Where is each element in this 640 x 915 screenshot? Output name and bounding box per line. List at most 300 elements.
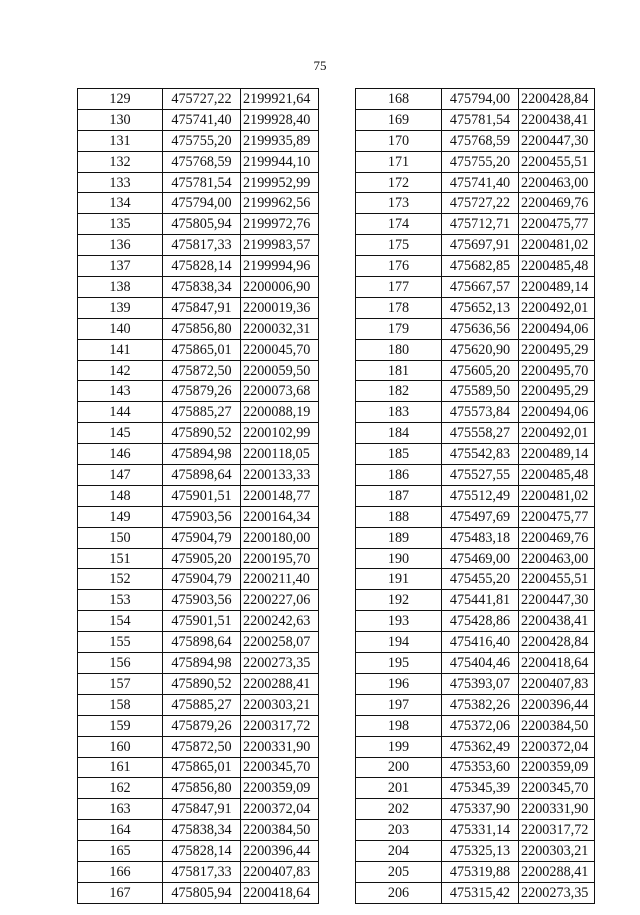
point-number-cell: 134 <box>78 193 163 214</box>
x-coordinate-cell: 475865,01 <box>163 757 241 778</box>
table-row <box>78 611 319 632</box>
point-number-cell: 150 <box>78 527 163 548</box>
x-coordinate-cell: 475558,27 <box>442 423 519 444</box>
y-coordinate-cell: 2200495,70 <box>519 360 595 381</box>
x-coordinate-cell: 475828,14 <box>163 841 241 862</box>
x-coordinate-cell: 475885,27 <box>163 694 241 715</box>
point-number-cell: 174 <box>356 214 442 235</box>
coordinates-table-body <box>356 89 595 904</box>
x-coordinate-cell: 475404,46 <box>442 653 519 674</box>
table-row <box>78 109 319 130</box>
table-row <box>356 611 595 632</box>
x-coordinate-cell: 475781,54 <box>442 109 519 130</box>
x-coordinate-cell: 475794,00 <box>163 193 241 214</box>
y-coordinate-cell: 2200407,83 <box>241 861 319 882</box>
table-row <box>78 193 319 214</box>
y-coordinate-cell: 2200384,50 <box>241 820 319 841</box>
point-number-cell: 197 <box>356 694 442 715</box>
y-coordinate-cell: 2200447,30 <box>519 590 595 611</box>
table-row <box>78 89 319 110</box>
point-number-cell: 149 <box>78 506 163 527</box>
point-number-cell: 192 <box>356 590 442 611</box>
y-coordinate-cell: 2200073,68 <box>241 381 319 402</box>
x-coordinate-cell: 475904,79 <box>163 527 241 548</box>
point-number-cell: 146 <box>78 444 163 465</box>
x-coordinate-cell: 475755,20 <box>442 151 519 172</box>
point-number-cell: 148 <box>78 485 163 506</box>
x-coordinate-cell: 475885,27 <box>163 402 241 423</box>
x-coordinate-cell: 475890,52 <box>163 423 241 444</box>
y-coordinate-cell: 2200273,35 <box>241 653 319 674</box>
x-coordinate-cell: 475697,91 <box>442 235 519 256</box>
x-coordinate-cell: 475682,85 <box>442 256 519 277</box>
y-coordinate-cell: 2200258,07 <box>241 632 319 653</box>
table-row <box>356 757 595 778</box>
x-coordinate-cell: 475856,80 <box>163 318 241 339</box>
x-coordinate-cell: 475362,49 <box>442 736 519 757</box>
y-coordinate-cell: 2200438,41 <box>519 611 595 632</box>
x-coordinate-cell: 475894,98 <box>163 444 241 465</box>
x-coordinate-cell: 475903,56 <box>163 506 241 527</box>
table-row <box>356 569 595 590</box>
point-number-cell: 195 <box>356 653 442 674</box>
table-row <box>78 778 319 799</box>
table-row <box>356 653 595 674</box>
y-coordinate-cell: 2200006,90 <box>241 277 319 298</box>
x-coordinate-cell: 475512,49 <box>442 485 519 506</box>
y-coordinate-cell: 2200447,30 <box>519 130 595 151</box>
point-number-cell: 194 <box>356 632 442 653</box>
y-coordinate-cell: 2200032,31 <box>241 318 319 339</box>
table-row <box>78 694 319 715</box>
x-coordinate-cell: 475838,34 <box>163 820 241 841</box>
coordinates-table-body <box>78 89 319 904</box>
y-coordinate-cell: 2200148,77 <box>241 485 319 506</box>
y-coordinate-cell: 2200211,40 <box>241 569 319 590</box>
point-number-cell: 198 <box>356 715 442 736</box>
table-row <box>78 360 319 381</box>
point-number-cell: 159 <box>78 715 163 736</box>
point-number-cell: 143 <box>78 381 163 402</box>
x-coordinate-cell: 475879,26 <box>163 381 241 402</box>
point-number-cell: 153 <box>78 590 163 611</box>
y-coordinate-cell: 2200489,14 <box>519 444 595 465</box>
table-row <box>356 214 595 235</box>
table-row <box>356 256 595 277</box>
y-coordinate-cell: 2200317,72 <box>241 715 319 736</box>
y-coordinate-cell: 2200475,77 <box>519 214 595 235</box>
y-coordinate-cell: 2200481,02 <box>519 235 595 256</box>
table-row <box>356 151 595 172</box>
table-row <box>78 318 319 339</box>
y-coordinate-cell: 2200164,34 <box>241 506 319 527</box>
y-coordinate-cell: 2199952,99 <box>241 172 319 193</box>
point-number-cell: 163 <box>78 799 163 820</box>
point-number-cell: 135 <box>78 214 163 235</box>
point-number-cell: 166 <box>78 861 163 882</box>
point-number-cell: 183 <box>356 402 442 423</box>
table-row <box>356 297 595 318</box>
x-coordinate-cell: 475652,13 <box>442 297 519 318</box>
x-coordinate-cell: 475337,90 <box>442 799 519 820</box>
y-coordinate-cell: 2200195,70 <box>241 548 319 569</box>
table-row <box>356 381 595 402</box>
point-number-cell: 154 <box>78 611 163 632</box>
point-number-cell: 162 <box>78 778 163 799</box>
x-coordinate-cell: 475605,20 <box>442 360 519 381</box>
y-coordinate-cell: 2200180,00 <box>241 527 319 548</box>
table-row <box>356 841 595 862</box>
x-coordinate-cell: 475872,50 <box>163 736 241 757</box>
x-coordinate-cell: 475872,50 <box>163 360 241 381</box>
y-coordinate-cell: 2200407,83 <box>519 673 595 694</box>
x-coordinate-cell: 475527,55 <box>442 465 519 486</box>
y-coordinate-cell: 2200288,41 <box>519 861 595 882</box>
x-coordinate-cell: 475768,59 <box>442 130 519 151</box>
table-row <box>356 715 595 736</box>
x-coordinate-cell: 475828,14 <box>163 256 241 277</box>
x-coordinate-cell: 475847,91 <box>163 799 241 820</box>
point-number-cell: 147 <box>78 465 163 486</box>
table-row <box>78 799 319 820</box>
table-row <box>356 235 595 256</box>
point-number-cell: 164 <box>78 820 163 841</box>
table-row <box>356 882 595 903</box>
point-number-cell: 168 <box>356 89 442 110</box>
y-coordinate-cell: 2200438,41 <box>519 109 595 130</box>
x-coordinate-cell: 475667,57 <box>442 277 519 298</box>
point-number-cell: 189 <box>356 527 442 548</box>
point-number-cell: 167 <box>78 882 163 903</box>
point-number-cell: 179 <box>356 318 442 339</box>
y-coordinate-cell: 2200455,51 <box>519 151 595 172</box>
x-coordinate-cell: 475372,06 <box>442 715 519 736</box>
table-row <box>356 423 595 444</box>
x-coordinate-cell: 475856,80 <box>163 778 241 799</box>
x-coordinate-cell: 475901,51 <box>163 485 241 506</box>
table-row <box>78 151 319 172</box>
point-number-cell: 169 <box>356 109 442 130</box>
table-row <box>78 297 319 318</box>
x-coordinate-cell: 475416,40 <box>442 632 519 653</box>
y-coordinate-cell: 2199972,76 <box>241 214 319 235</box>
y-coordinate-cell: 2200485,48 <box>519 465 595 486</box>
point-number-cell: 202 <box>356 799 442 820</box>
table-row <box>78 820 319 841</box>
table-row <box>356 193 595 214</box>
point-number-cell: 132 <box>78 151 163 172</box>
point-number-cell: 182 <box>356 381 442 402</box>
y-coordinate-cell: 2200359,09 <box>519 757 595 778</box>
point-number-cell: 175 <box>356 235 442 256</box>
y-coordinate-cell: 2200455,51 <box>519 569 595 590</box>
table-row <box>356 820 595 841</box>
table-row <box>356 632 595 653</box>
y-coordinate-cell: 2200019,36 <box>241 297 319 318</box>
x-coordinate-cell: 475741,40 <box>442 172 519 193</box>
y-coordinate-cell: 2199928,40 <box>241 109 319 130</box>
x-coordinate-cell: 475331,14 <box>442 820 519 841</box>
x-coordinate-cell: 475805,94 <box>163 882 241 903</box>
x-coordinate-cell: 475817,33 <box>163 861 241 882</box>
point-number-cell: 206 <box>356 882 442 903</box>
point-number-cell: 137 <box>78 256 163 277</box>
x-coordinate-cell: 475455,20 <box>442 569 519 590</box>
point-number-cell: 205 <box>356 861 442 882</box>
x-coordinate-cell: 475890,52 <box>163 673 241 694</box>
point-number-cell: 177 <box>356 277 442 298</box>
y-coordinate-cell: 2200273,35 <box>519 882 595 903</box>
y-coordinate-cell: 2200331,90 <box>519 799 595 820</box>
x-coordinate-cell: 475345,39 <box>442 778 519 799</box>
x-coordinate-cell: 475805,94 <box>163 214 241 235</box>
point-number-cell: 133 <box>78 172 163 193</box>
point-number-cell: 185 <box>356 444 442 465</box>
x-coordinate-cell: 475898,64 <box>163 465 241 486</box>
point-number-cell: 176 <box>356 256 442 277</box>
y-coordinate-cell: 2200242,63 <box>241 611 319 632</box>
x-coordinate-cell: 475636,56 <box>442 318 519 339</box>
point-number-cell: 180 <box>356 339 442 360</box>
point-number-cell: 190 <box>356 548 442 569</box>
table-row <box>78 590 319 611</box>
x-coordinate-cell: 475904,79 <box>163 569 241 590</box>
point-number-cell: 187 <box>356 485 442 506</box>
point-number-cell: 158 <box>78 694 163 715</box>
x-coordinate-cell: 475768,59 <box>163 151 241 172</box>
table-row <box>78 757 319 778</box>
point-number-cell: 184 <box>356 423 442 444</box>
table-row <box>78 172 319 193</box>
point-number-cell: 145 <box>78 423 163 444</box>
point-number-cell: 173 <box>356 193 442 214</box>
table-row <box>78 861 319 882</box>
y-coordinate-cell: 2200492,01 <box>519 423 595 444</box>
table-row <box>78 506 319 527</box>
y-coordinate-cell: 2199935,89 <box>241 130 319 151</box>
x-coordinate-cell: 475542,83 <box>442 444 519 465</box>
table-row <box>78 381 319 402</box>
table-row <box>78 569 319 590</box>
point-number-cell: 204 <box>356 841 442 862</box>
point-number-cell: 203 <box>356 820 442 841</box>
y-coordinate-cell: 2200331,90 <box>241 736 319 757</box>
table-row <box>356 360 595 381</box>
point-number-cell: 156 <box>78 653 163 674</box>
table-row <box>78 548 319 569</box>
table-row <box>78 485 319 506</box>
x-coordinate-cell: 475847,91 <box>163 297 241 318</box>
x-coordinate-cell: 475898,64 <box>163 632 241 653</box>
x-coordinate-cell: 475382,26 <box>442 694 519 715</box>
x-coordinate-cell: 475741,40 <box>163 109 241 130</box>
y-coordinate-cell: 2200102,99 <box>241 423 319 444</box>
y-coordinate-cell: 2200463,00 <box>519 172 595 193</box>
point-number-cell: 152 <box>78 569 163 590</box>
point-number-cell: 136 <box>78 235 163 256</box>
x-coordinate-cell: 475727,22 <box>163 89 241 110</box>
y-coordinate-cell: 2200133,33 <box>241 465 319 486</box>
table-row <box>356 444 595 465</box>
y-coordinate-cell: 2200495,29 <box>519 381 595 402</box>
point-number-cell: 178 <box>356 297 442 318</box>
y-coordinate-cell: 2200494,06 <box>519 402 595 423</box>
point-number-cell: 170 <box>356 130 442 151</box>
y-coordinate-cell: 2200059,50 <box>241 360 319 381</box>
table-row <box>356 673 595 694</box>
y-coordinate-cell: 2200418,64 <box>519 653 595 674</box>
x-coordinate-cell: 475901,51 <box>163 611 241 632</box>
x-coordinate-cell: 475315,42 <box>442 882 519 903</box>
y-coordinate-cell: 2199921,64 <box>241 89 319 110</box>
x-coordinate-cell: 475894,98 <box>163 653 241 674</box>
y-coordinate-cell: 2199962,56 <box>241 193 319 214</box>
x-coordinate-cell: 475319,88 <box>442 861 519 882</box>
point-number-cell: 151 <box>78 548 163 569</box>
point-number-cell: 142 <box>78 360 163 381</box>
point-number-cell: 199 <box>356 736 442 757</box>
table-row <box>356 736 595 757</box>
y-coordinate-cell: 2200481,02 <box>519 485 595 506</box>
table-row <box>356 548 595 569</box>
table-row <box>356 590 595 611</box>
x-coordinate-cell: 475353,60 <box>442 757 519 778</box>
y-coordinate-cell: 2200227,06 <box>241 590 319 611</box>
coordinates-table-right <box>355 88 595 904</box>
table-row <box>356 89 595 110</box>
y-coordinate-cell: 2200303,21 <box>241 694 319 715</box>
table-row <box>356 402 595 423</box>
point-number-cell: 155 <box>78 632 163 653</box>
table-row <box>356 277 595 298</box>
table-row <box>356 527 595 548</box>
y-coordinate-cell: 2199994,96 <box>241 256 319 277</box>
table-row <box>356 861 595 882</box>
y-coordinate-cell: 2200045,70 <box>241 339 319 360</box>
y-coordinate-cell: 2200489,14 <box>519 277 595 298</box>
table-row <box>356 130 595 151</box>
point-number-cell: 186 <box>356 465 442 486</box>
y-coordinate-cell: 2200469,76 <box>519 527 595 548</box>
table-row <box>78 465 319 486</box>
y-coordinate-cell: 2200345,70 <box>519 778 595 799</box>
point-number-cell: 129 <box>78 89 163 110</box>
x-coordinate-cell: 475838,34 <box>163 277 241 298</box>
point-number-cell: 157 <box>78 673 163 694</box>
table-row <box>356 694 595 715</box>
y-coordinate-cell: 2200303,21 <box>519 841 595 862</box>
y-coordinate-cell: 2200494,06 <box>519 318 595 339</box>
point-number-cell: 130 <box>78 109 163 130</box>
table-row <box>356 172 595 193</box>
table-row <box>78 444 319 465</box>
point-number-cell: 200 <box>356 757 442 778</box>
x-coordinate-cell: 475497,69 <box>442 506 519 527</box>
y-coordinate-cell: 2200396,44 <box>241 841 319 862</box>
point-number-cell: 165 <box>78 841 163 862</box>
point-number-cell: 144 <box>78 402 163 423</box>
table-row <box>78 235 319 256</box>
table-row <box>78 527 319 548</box>
table-row <box>356 778 595 799</box>
point-number-cell: 141 <box>78 339 163 360</box>
y-coordinate-cell: 2200345,70 <box>241 757 319 778</box>
x-coordinate-cell: 475573,84 <box>442 402 519 423</box>
point-number-cell: 138 <box>78 277 163 298</box>
table-row <box>78 423 319 444</box>
table-row <box>356 485 595 506</box>
point-number-cell: 131 <box>78 130 163 151</box>
x-coordinate-cell: 475325,13 <box>442 841 519 862</box>
point-number-cell: 181 <box>356 360 442 381</box>
coordinates-table-left <box>77 88 319 904</box>
table-row <box>356 799 595 820</box>
y-coordinate-cell: 2200492,01 <box>519 297 595 318</box>
table-row <box>78 715 319 736</box>
point-number-cell: 161 <box>78 757 163 778</box>
x-coordinate-cell: 475727,22 <box>442 193 519 214</box>
x-coordinate-cell: 475865,01 <box>163 339 241 360</box>
x-coordinate-cell: 475781,54 <box>163 172 241 193</box>
y-coordinate-cell: 2200418,64 <box>241 882 319 903</box>
y-coordinate-cell: 2199944,10 <box>241 151 319 172</box>
y-coordinate-cell: 2200359,09 <box>241 778 319 799</box>
x-coordinate-cell: 475794,00 <box>442 89 519 110</box>
table-row <box>78 402 319 423</box>
y-coordinate-cell: 2200475,77 <box>519 506 595 527</box>
table-row <box>78 632 319 653</box>
table-row <box>78 653 319 674</box>
table-row <box>356 339 595 360</box>
table-row <box>78 841 319 862</box>
point-number-cell: 188 <box>356 506 442 527</box>
y-coordinate-cell: 2200469,76 <box>519 193 595 214</box>
x-coordinate-cell: 475620,90 <box>442 339 519 360</box>
point-number-cell: 196 <box>356 673 442 694</box>
y-coordinate-cell: 2200384,50 <box>519 715 595 736</box>
x-coordinate-cell: 475879,26 <box>163 715 241 736</box>
x-coordinate-cell: 475393,07 <box>442 673 519 694</box>
x-coordinate-cell: 475817,33 <box>163 235 241 256</box>
point-number-cell: 193 <box>356 611 442 632</box>
point-number-cell: 140 <box>78 318 163 339</box>
y-coordinate-cell: 2200428,84 <box>519 89 595 110</box>
x-coordinate-cell: 475589,50 <box>442 381 519 402</box>
table-row <box>78 339 319 360</box>
y-coordinate-cell: 2200372,04 <box>241 799 319 820</box>
point-number-cell: 139 <box>78 297 163 318</box>
y-coordinate-cell: 2200495,29 <box>519 339 595 360</box>
point-number-cell: 160 <box>78 736 163 757</box>
y-coordinate-cell: 2200428,84 <box>519 632 595 653</box>
y-coordinate-cell: 2199983,57 <box>241 235 319 256</box>
table-row <box>78 882 319 903</box>
x-coordinate-cell: 475903,56 <box>163 590 241 611</box>
y-coordinate-cell: 2200088,19 <box>241 402 319 423</box>
y-coordinate-cell: 2200463,00 <box>519 548 595 569</box>
page-number: 75 <box>313 58 327 73</box>
table-row <box>356 109 595 130</box>
table-row <box>356 318 595 339</box>
x-coordinate-cell: 475469,00 <box>442 548 519 569</box>
point-number-cell: 191 <box>356 569 442 590</box>
table-row <box>356 506 595 527</box>
y-coordinate-cell: 2200372,04 <box>519 736 595 757</box>
table-row <box>356 465 595 486</box>
table-row <box>78 277 319 298</box>
x-coordinate-cell: 475441,81 <box>442 590 519 611</box>
point-number-cell: 172 <box>356 172 442 193</box>
